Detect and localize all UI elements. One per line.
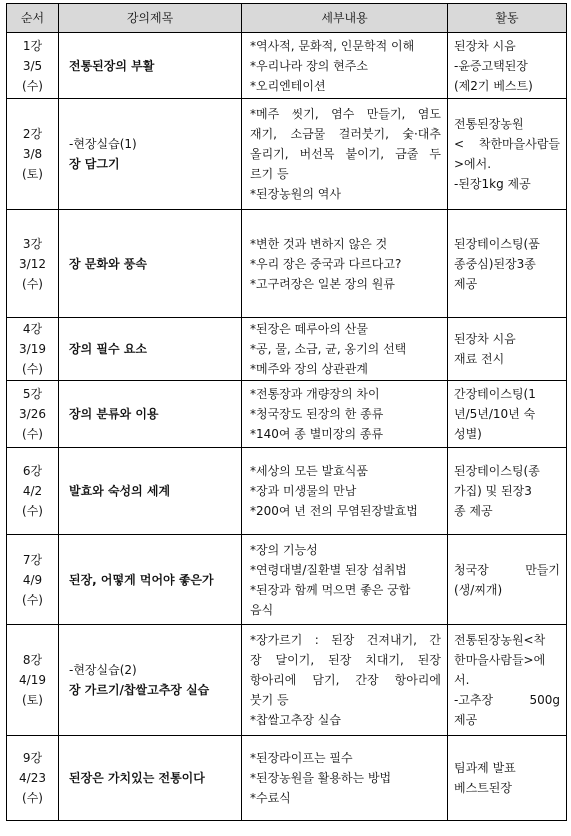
lecture-title: 전통된장의 부활 <box>69 58 155 73</box>
activity-line: -된장1kg 제공 <box>454 177 531 191</box>
activity-line: 종중심)된장3종 <box>454 256 536 271</box>
activity-line: 가집) 및 된장3 <box>454 484 532 498</box>
lecture-order-line: 4/23 <box>19 771 46 785</box>
lecture-title-cell <box>59 736 242 821</box>
activity-line: 전통된장농원 <box>454 117 524 131</box>
lecture-details-cell <box>242 381 448 448</box>
lecture-order-line: (수) <box>22 791 43 805</box>
activity-line: 팀과제 발표 <box>454 761 516 775</box>
activity-line: 된장차 시음 <box>454 332 516 346</box>
detail-line: *된장농원을 활용하는 방법 <box>250 771 392 785</box>
table-row <box>7 318 567 381</box>
lecture-title-cell <box>59 535 242 625</box>
lecture-order-line: 1강 <box>22 38 43 53</box>
detail-line: *고구려장은 일본 장의 원류 <box>250 276 395 291</box>
lecture-order-cell <box>7 210 59 318</box>
activity-cell <box>448 210 567 318</box>
detail-line: 올리기, 버선목 붙이기, 금줄 두 <box>250 147 441 161</box>
detail-line: *수료식 <box>250 791 291 805</box>
lecture-order-cell <box>7 535 59 625</box>
detail-line: *140여 종 별미장의 종류 <box>250 427 384 441</box>
detail-line: *오리엔테이션 <box>250 78 326 93</box>
detail-line: *장의 기능성 <box>250 542 318 557</box>
lecture-details-cell <box>242 736 448 821</box>
lecture-order-line: (수) <box>22 592 43 607</box>
activity-cell <box>448 625 567 736</box>
header-order: 순서 <box>7 4 59 33</box>
lecture-order-cell <box>7 625 59 736</box>
activity-line: 제공 <box>454 713 478 727</box>
lecture-schedule-table <box>6 3 567 821</box>
detail-line: *된장라이프는 필수 <box>250 751 353 765</box>
lecture-order-cell <box>7 33 59 99</box>
detail-line: 붓기 등 <box>250 693 289 707</box>
activity-cell <box>448 318 567 381</box>
table-row <box>7 736 567 821</box>
detail-line: *찹쌀고추장 실습 <box>250 713 341 727</box>
detail-line: *변한 것과 변하지 않은 것 <box>250 236 388 251</box>
lecture-order-line: (수) <box>22 362 43 376</box>
activity-line: < 착한마을사람들 <box>454 137 560 151</box>
table-row <box>7 210 567 318</box>
activity-line: 된장테이스팅(종 <box>454 464 540 478</box>
header-lecture-title: 강의제목 <box>59 4 242 33</box>
lecture-title: 장의 분류와 이용 <box>69 407 159 421</box>
activity-line: >에서. <box>454 157 492 171</box>
lecture-order-line: (수) <box>22 504 43 518</box>
lecture-title-cell <box>59 381 242 448</box>
activity-cell <box>448 33 567 99</box>
lecture-order-line: 3/12 <box>19 256 46 271</box>
table-row <box>7 535 567 625</box>
detail-line: *역사적, 문화적, 인문학적 이해 <box>250 38 415 53</box>
header-row <box>7 4 567 33</box>
lecture-subtitle: -현장실습(1) <box>69 137 137 151</box>
detail-line: *우리 장은 중국과 다르다고? <box>250 256 402 271</box>
lecture-details-cell <box>242 448 448 535</box>
lecture-order-line: 3강 <box>22 236 43 251</box>
activity-cell <box>448 736 567 821</box>
header-activity: 활동 <box>448 4 567 33</box>
lecture-details-cell <box>242 535 448 625</box>
activity-line: 년/5년/10년 숙 <box>454 407 536 421</box>
activity-line: 청국장 만들기 <box>454 562 560 577</box>
activity-line: -윤증고택된장 <box>454 58 528 73</box>
table-row <box>7 381 567 448</box>
lecture-order-line: 2강 <box>22 127 43 141</box>
lecture-order-line: 3/8 <box>22 147 43 161</box>
detail-line: *200여 년 전의 무염된장발효법 <box>250 504 418 518</box>
detail-line: *청국장도 된장의 한 종류 <box>250 407 384 421</box>
lecture-title-cell <box>59 33 242 99</box>
activity-line: 된장차 시음 <box>454 38 516 53</box>
activity-line: 서. <box>454 673 470 687</box>
lecture-title-cell <box>59 210 242 318</box>
lecture-title: 장의 필수 요소 <box>69 342 147 356</box>
detail-line: *우리나라 장의 현주소 <box>250 58 368 73</box>
activity-line: 전통된장농원<착 <box>454 633 546 647</box>
detail-line: *전통장과 개량장의 차이 <box>250 387 380 401</box>
lecture-order-cell <box>7 318 59 381</box>
table-row <box>7 99 567 210</box>
detail-line: *연령대별/질환별 된장 섭취법 <box>250 562 407 577</box>
lecture-details-cell <box>242 210 448 318</box>
activity-line: 종 제공 <box>454 504 493 518</box>
detail-line: 음식 <box>250 602 274 617</box>
activity-cell <box>448 99 567 210</box>
lecture-order-line: (수) <box>22 427 43 441</box>
lecture-order-line: 5강 <box>22 387 43 401</box>
lecture-title: 된장, 어떻게 먹어야 좋은가 <box>69 572 214 587</box>
detail-line: *메주 씻기, 염수 만들기, 염도 <box>250 107 441 121</box>
detail-line: 항아리에 담기, 간장 항아리에 <box>250 673 441 687</box>
activity-line: 베스트된장 <box>454 781 512 795</box>
detail-line: 재기, 소금물 걸러붓기, 숯·대추 <box>250 127 441 141</box>
lecture-details-cell <box>242 625 448 736</box>
lecture-order-line: (토) <box>22 167 43 181</box>
lecture-order-cell <box>7 99 59 210</box>
activity-cell <box>448 535 567 625</box>
lecture-title-cell <box>59 318 242 381</box>
lecture-order-line: 6강 <box>22 464 43 478</box>
lecture-title-cell <box>59 448 242 535</box>
lecture-details-cell <box>242 99 448 210</box>
activity-line: 재료 전시 <box>454 352 505 366</box>
lecture-title: 장 문화와 풍속 <box>69 256 147 271</box>
lecture-order-line: 4강 <box>22 322 43 336</box>
detail-line: *된장농원의 역사 <box>250 187 341 201</box>
lecture-details-cell <box>242 318 448 381</box>
activity-cell <box>448 448 567 535</box>
lecture-order-line: 9강 <box>22 751 43 765</box>
lecture-order-line: 4/9 <box>22 572 43 587</box>
lecture-order-line: 4/2 <box>22 484 43 498</box>
activity-line: 간장테이스팅(1 <box>454 387 536 401</box>
table-row <box>7 33 567 99</box>
activity-line: 제공 <box>454 276 478 291</box>
lecture-order-line: (수) <box>22 276 43 291</box>
detail-line: *장과 미생물의 만남 <box>250 484 357 498</box>
lecture-title: 발효와 숙성의 세계 <box>69 484 171 498</box>
lecture-title: 장 가르기/찹쌀고추장 실습 <box>69 683 210 697</box>
activity-line: 한마을사람들>에 <box>454 653 546 667</box>
detail-line: *된장은 떼루아의 산물 <box>250 322 368 336</box>
table-row <box>7 625 567 736</box>
lecture-order-cell <box>7 736 59 821</box>
lecture-order-cell <box>7 448 59 535</box>
lecture-order-line: (토) <box>22 693 43 707</box>
lecture-details-cell <box>242 33 448 99</box>
lecture-order-line: (수) <box>22 78 43 93</box>
header-details: 세부내용 <box>242 4 448 33</box>
table-row <box>7 448 567 535</box>
detail-line: 장 달이기, 된장 치대기, 된장 <box>250 653 441 667</box>
lecture-subtitle: -현장실습(2) <box>69 663 137 677</box>
detail-line: 르기 등 <box>250 167 289 181</box>
detail-line: *된장과 함께 먹으면 좋은 궁합 <box>250 582 411 597</box>
lecture-order-cell <box>7 381 59 448</box>
activity-line: (생/찌개) <box>454 582 503 597</box>
lecture-order-line: 7강 <box>22 552 43 567</box>
detail-line: *메주와 장의 상관관계 <box>250 362 368 376</box>
activity-cell <box>448 381 567 448</box>
lecture-order-line: 4/19 <box>19 673 46 687</box>
lecture-title-cell <box>59 99 242 210</box>
activity-line: 된장테이스팅(품 <box>454 236 540 251</box>
activity-line: -고추장 500g <box>454 693 560 707</box>
detail-line: *세상의 모든 발효식품 <box>250 464 368 478</box>
lecture-order-line: 3/26 <box>19 407 46 421</box>
detail-line: *공, 물, 소금, 균, 옹기의 선택 <box>250 342 407 356</box>
lecture-order-line: 3/19 <box>19 342 46 356</box>
lecture-title-cell <box>59 625 242 736</box>
detail-line: *장가르기 : 된장 건져내기, 간 <box>250 633 441 647</box>
activity-line: 성별) <box>454 427 482 441</box>
lecture-order-line: 8강 <box>22 653 43 667</box>
lecture-title: 장 담그기 <box>69 157 120 171</box>
activity-line: (제2기 베스트) <box>454 78 533 93</box>
lecture-title: 된장은 가치있는 전통이다 <box>69 771 205 785</box>
lecture-order-line: 3/5 <box>22 58 43 73</box>
